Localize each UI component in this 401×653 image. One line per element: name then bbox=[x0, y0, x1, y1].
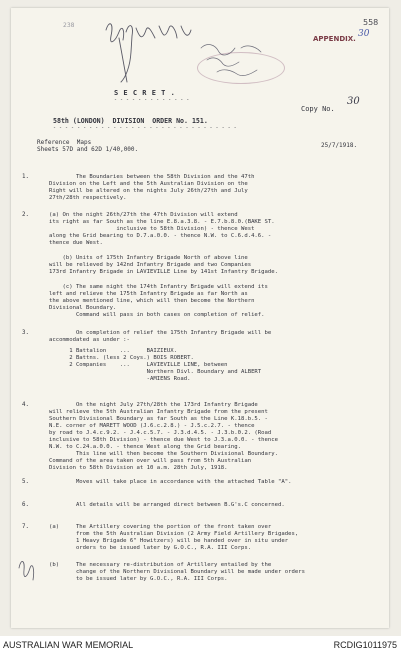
top-reference-number: 558 bbox=[363, 18, 379, 27]
order-text-line: The Boundaries between the 58th Division and the 47th bbox=[49, 174, 255, 180]
footer-institution: AUSTRALIAN WAR MEMORIAL bbox=[3, 640, 134, 650]
paragraph-number: 7. bbox=[22, 524, 29, 530]
order-text-line: 27th/28th respectively. bbox=[49, 195, 127, 201]
order-text-line: This line will then become the Southern Divisional Boundary. bbox=[49, 451, 279, 457]
order-title: 58th (LONDON) DIVISION ORDER No. 151. bbox=[53, 117, 208, 125]
order-text-line: On completion of relief the 175th Infantry Brigade will be bbox=[49, 330, 272, 336]
paragraph-number: 4. bbox=[22, 402, 29, 408]
order-text-line: 1 Heavy Brigade 6" Howitzers) will be handed over in situ under bbox=[49, 538, 289, 544]
copy-no-value: 30 bbox=[347, 96, 360, 107]
order-text-line: thence due West. bbox=[49, 240, 103, 246]
appendix-label: APPENDIX. bbox=[313, 35, 356, 43]
paragraph-number: 3. bbox=[22, 330, 29, 336]
secret-underline: - - - - - - - - - - - - - bbox=[114, 97, 190, 103]
order-text-line: inclusive to 58th Division) - thence West bbox=[49, 226, 255, 232]
order-text-line: left and relieve the 175th Infantry Brigade as far North as bbox=[49, 291, 248, 297]
order-text-line: accommodated as under :- bbox=[49, 337, 130, 343]
order-text-line: will relieve the 5th Australian Infantry Brigade from the present bbox=[49, 409, 268, 415]
order-text-line: from the 5th Australian Division (2 Army Field Artillery Brigades, bbox=[49, 531, 299, 537]
footer-bar bbox=[0, 636, 401, 653]
order-text-line: inclusive to 58th Division) - thence due West to J.3.a.0.0. - thence bbox=[49, 437, 279, 443]
order-text-line: All details will be arranged direct between B.G's.C concerned. bbox=[49, 502, 285, 508]
paragraph-number: 1. bbox=[22, 174, 29, 180]
reference-maps: Reference Maps bbox=[37, 139, 92, 146]
order-text-line: the above mentioned line, which will then become the Northern bbox=[49, 298, 255, 304]
order-text-line: to be issued later by G.O.C., R.A. III Corps. bbox=[49, 576, 228, 582]
order-text-line: will be relieved by 142nd Infantry Brigade and two Companies bbox=[49, 262, 252, 268]
order-text-line: Moves will take place in accordance with the attached Table "A". bbox=[49, 479, 292, 485]
order-text-line: along the Grid bearing to D.7.a.0.0. - thence N.W. to C.6.d.4.6. - bbox=[49, 233, 272, 239]
order-text-line: (a) The Artillery covering the portion of the front taken over bbox=[49, 524, 272, 530]
order-text-line: orders to be issued later by G.O.C., R.A. III Corps. bbox=[49, 545, 252, 551]
order-text-line: its right as far South as the line E.8.a.3.8. - E.7.b.8.0.(BAKE ST. bbox=[49, 219, 275, 225]
order-text-line: On the night July 27th/28th the 173rd Infantry Brigade bbox=[49, 402, 258, 408]
order-text-line: 1 Battalion ... BAIZIEUX. bbox=[49, 348, 177, 354]
order-text-line: Northern Divl. Boundary and ALBERT bbox=[49, 369, 262, 375]
order-text-line: Division to 58th Division at 10 a.m. 28th July, 1918. bbox=[49, 465, 228, 471]
secret-heading: S E C R E T . bbox=[114, 89, 176, 97]
order-text-line: (a) On the night 26th/27th the 47th Division will extend bbox=[49, 212, 238, 218]
order-text-line: 2 Companies ... LAVIEVILLE LINE, between bbox=[49, 362, 228, 368]
order-date: 25/7/1918. bbox=[321, 142, 358, 149]
footer-record-id: RCDIG1011975 bbox=[333, 640, 397, 650]
order-text-line: (b) The necessary re-distribution of Artillery entailed by the bbox=[49, 562, 272, 568]
title-underline: - - - - - - - - - - - - - - - - - - - - - - - - - - - - - - - bbox=[53, 125, 237, 131]
order-text-line: change of the Northern Divisional Boundary will be made under orders bbox=[49, 569, 305, 575]
copy-no-label: Copy No. bbox=[301, 105, 335, 113]
order-text-line: 173rd Infantry Brigade in LAVIEVILLE Line by 141st Infantry Brigade. bbox=[49, 269, 279, 275]
order-text-line: Right will be altered on the nights July 26th/27th and July bbox=[49, 188, 248, 194]
order-text-line: -AMIENS Road. bbox=[49, 376, 191, 382]
pencil-mark: 238 bbox=[63, 22, 75, 29]
order-text-line: N.W. to C.24.a.0.0. - thence West along the Grid bearing. bbox=[49, 444, 241, 450]
order-text-line: (c) The same night the 174th Infantry Brigade will extend its bbox=[49, 284, 268, 290]
paragraph-number: 5. bbox=[22, 479, 29, 485]
order-text-line: Command will pass in both cases on completion of relief. bbox=[49, 312, 265, 318]
order-text-line: Division on the Left and the 5th Australian Division on the bbox=[49, 181, 248, 187]
order-text-line: by road to J.4.c.9.2. - J.4.c.5.7. - J.3.d.4.5. - J.3.b.0.2. (Road bbox=[49, 430, 272, 436]
order-text-line: N.E. corner of MARETT WOOD (J.6.c.2.8.) - J.5.c.2.7. - thence bbox=[49, 423, 255, 429]
order-text-line: Divisional Boundary. bbox=[49, 305, 117, 311]
order-text-line: Southern Divisional Boundary as far South as the Line K.18.b.5. - bbox=[49, 416, 268, 422]
order-text-line: 2 Battns. (less 2 Coys.) BOIS ROBERT. bbox=[49, 355, 194, 361]
sheets-line: Sheets 57D and 62D 1/40,000. bbox=[37, 146, 139, 153]
order-text-line: (b) Units of 175th Infantry Brigade North of above line bbox=[49, 255, 248, 261]
paragraph-number: 6. bbox=[22, 502, 29, 508]
received-stamp bbox=[197, 52, 285, 84]
document-page bbox=[11, 8, 389, 628]
paragraph-number: 2. bbox=[22, 212, 29, 218]
order-text-line: Command of the area taken over will pass from 5th Australian bbox=[49, 458, 252, 464]
appendix-number: 30 bbox=[358, 29, 370, 39]
